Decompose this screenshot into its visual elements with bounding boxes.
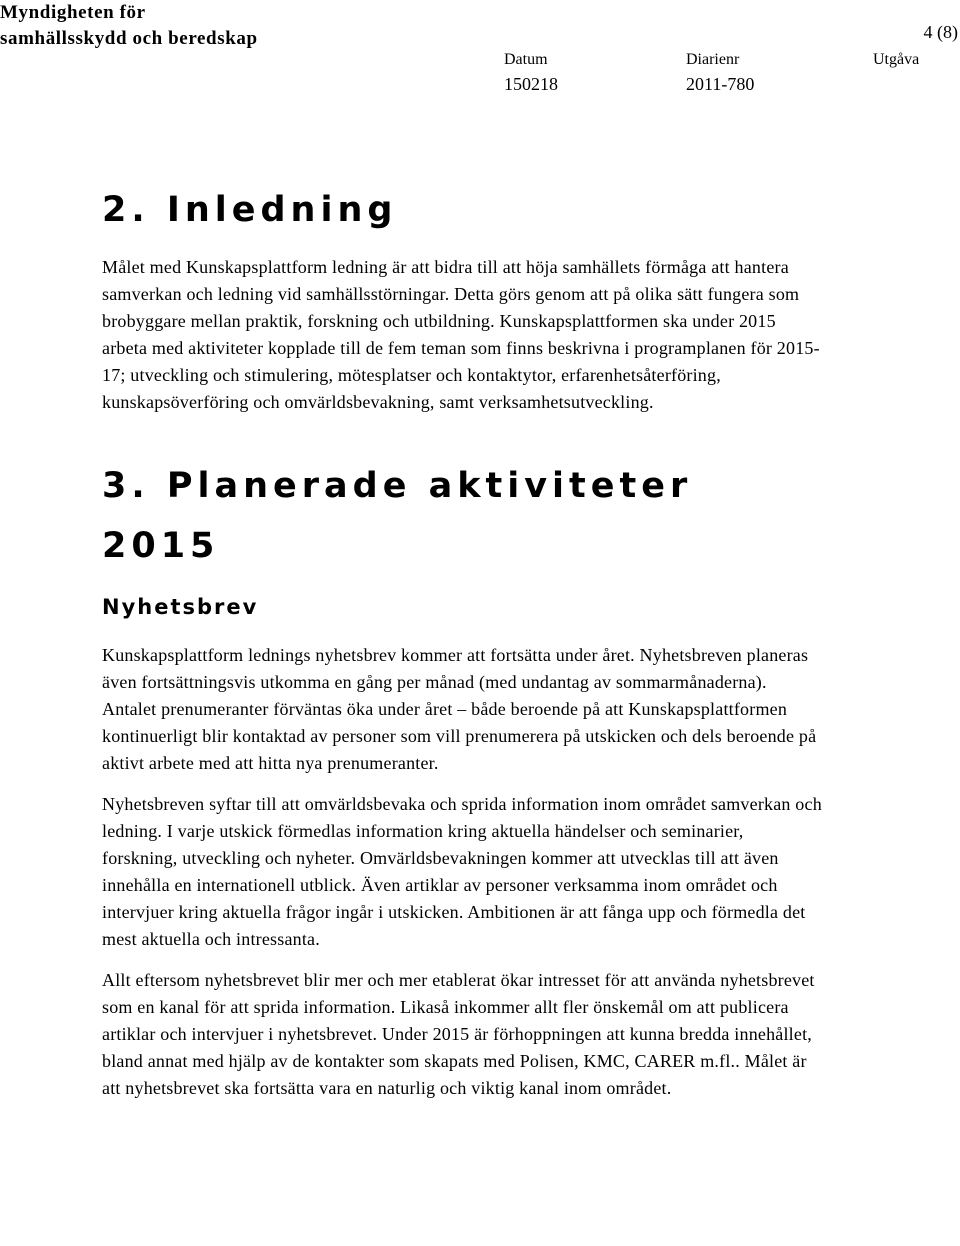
nyhetsbrev-paragraph-1: Kunskapsplattform lednings nyhetsbrev kommer att fortsätta under året. Nyhetsbreven planeras även fortsättningsvis utkomma en gång per månad (med undantag av sommarmånaderna). Antalet prenumeranter förväntas öka under året – både beroende på att Kunskapsplattformen kontinuerligt blir kontaktad av personer som vill prenumerera på utskicken och dels beroende på aktivt arbete med att hitta nya prenumeranter. bbox=[102, 645, 817, 773]
meta-diarienr bbox=[686, 48, 754, 96]
organization-name bbox=[0, 0, 258, 52]
section-heading-planerade-aktiviteter: 3. Planerade aktiviteter 2015 bbox=[102, 466, 693, 566]
datum-label: Datum bbox=[504, 51, 548, 68]
meta-datum bbox=[504, 48, 558, 96]
diarienr-label: Diarienr bbox=[686, 51, 740, 68]
diarienr-value: 2011-780 bbox=[686, 74, 755, 94]
utgava-label: Utgåva bbox=[873, 51, 920, 68]
subheading-nyhetsbrev: Nyhetsbrev bbox=[102, 595, 259, 619]
section-heading-inledning: 2. Inledning bbox=[102, 190, 398, 230]
organization-name-line1: Myndigheten för bbox=[0, 2, 146, 23]
nyhetsbrev-paragraph-2: Nyhetsbreven syftar till att omvärldsbevaka och sprida information inom området samverkan och ledning. I varje utskick förmedlas information kring aktuella händelser och seminarier, forskning, utveckling och nyheter. Omvärldsbevakningen kommer att utvecklas till att även innehålla en internationell utblick. Även artiklar av personer verksamma inom området och intervjuer kring aktuella frågor ingår i utskicken. Ambitionen är att fånga upp och förmedla det mest aktuella och intressanta. bbox=[102, 794, 822, 949]
organization-name-line2: samhällsskydd och beredskap bbox=[0, 28, 258, 49]
inledning-paragraph: Målet med Kunskapsplattform ledning är att bidra till att höja samhällets förmåga att hantera samverkan och ledning vid samhällsstörningar. Detta görs genom att på olika sätt fungera som brobyggare mellan praktik, forskning och utbildning. Kunskapsplattformen ska under 2015 arbeta med aktiviteter kopplade till de fem teman som finns beskrivna i programplanen för 2015-17; utveckling och stimulering, mötesplatser och kontaktytor, erfarenhetsåterföring, kunskapsöverföring och omvärldsbevakning, samt verksamhetsutveckling. bbox=[102, 257, 820, 412]
document-body bbox=[102, 180, 822, 1102]
datum-value: 150218 bbox=[504, 74, 558, 94]
nyhetsbrev-paragraph-3: Allt eftersom nyhetsbrevet blir mer och mer etablerat ökar intresset för att använda nyhetsbrevet som en kanal för att sprida information. Likaså inkommer allt fler önskemål om att publicera artiklar och intervjuer i nyhetsbrevet. Under 2015 är förhoppningen att kunna bredda innehållet, bland annat med hjälp av de kontakter som skapats med Polisen, KMC, CARER m.fl.. Målet är att nyhetsbrevet ska fortsätta vara en naturlig och viktig kanal inom området. bbox=[102, 970, 815, 1098]
page-number: 4 (8) bbox=[923, 22, 958, 42]
meta-utgava bbox=[873, 48, 919, 72]
